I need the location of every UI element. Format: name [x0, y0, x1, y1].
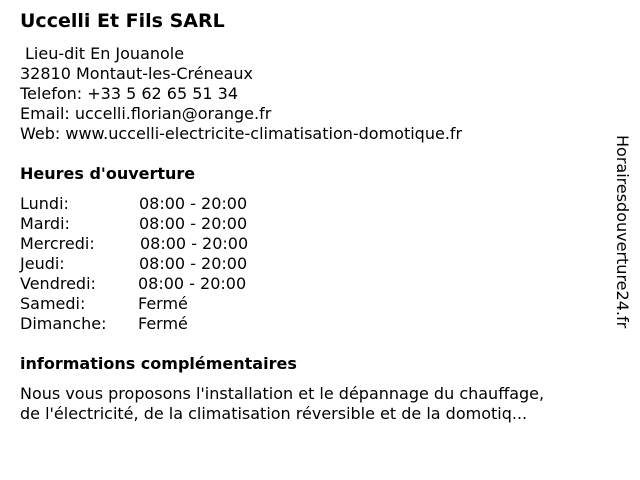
business-name: Uccelli Et Fils SARL	[20, 10, 225, 32]
address-city: 32810 Montaut-les-Créneaux	[20, 64, 254, 83]
day-label: Mercredi:	[20, 234, 95, 253]
hours-row-friday	[20, 274, 320, 294]
day-label: Vendredi:	[20, 274, 96, 293]
email-line: Email: uccelli.florian@orange.fr	[20, 104, 272, 123]
day-label: Samedi:	[20, 294, 86, 313]
hours-row-tuesday	[20, 214, 320, 234]
hours-row-sunday	[20, 314, 320, 334]
source-site-label: Horairesdouverture24.fr	[613, 135, 632, 329]
website-line: Web: www.uccelli-electricite-climatisation-domotique.fr	[20, 124, 463, 143]
hours-row-monday	[20, 194, 320, 214]
time-value: 08:00 - 20:00	[139, 254, 248, 273]
time-value: 08:00 - 20:00	[140, 234, 249, 253]
address-street: Lieu-dit En Jouanole	[25, 44, 185, 63]
time-value: 08:00 - 20:00	[139, 214, 248, 233]
day-label: Lundi:	[20, 194, 69, 213]
hours-row-wednesday	[20, 234, 320, 254]
hours-row-saturday	[20, 294, 320, 314]
info-line: Nous vous proposons l'installation et le dépannage du chauffage,	[20, 384, 545, 403]
additional-info-text	[20, 384, 544, 424]
additional-info-heading: informations complémentaires	[20, 354, 297, 373]
time-value: Fermé	[138, 294, 188, 313]
info-line: de l'électricité, de la climatisation réversible et de la domotiq...	[20, 404, 528, 423]
contact-block	[20, 44, 462, 144]
day-label: Mardi:	[20, 214, 70, 233]
phone-line: Telefon: +33 5 62 65 51 34	[20, 84, 239, 103]
day-label: Jeudi:	[20, 254, 65, 273]
time-value: 08:00 - 20:00	[138, 274, 247, 293]
time-value: Fermé	[138, 314, 188, 333]
opening-hours-heading: Heures d'ouverture	[20, 164, 196, 183]
hours-row-thursday	[20, 254, 320, 274]
opening-hours-table	[20, 194, 320, 334]
time-value: 08:00 - 20:00	[139, 194, 248, 213]
day-label: Dimanche:	[20, 314, 107, 333]
